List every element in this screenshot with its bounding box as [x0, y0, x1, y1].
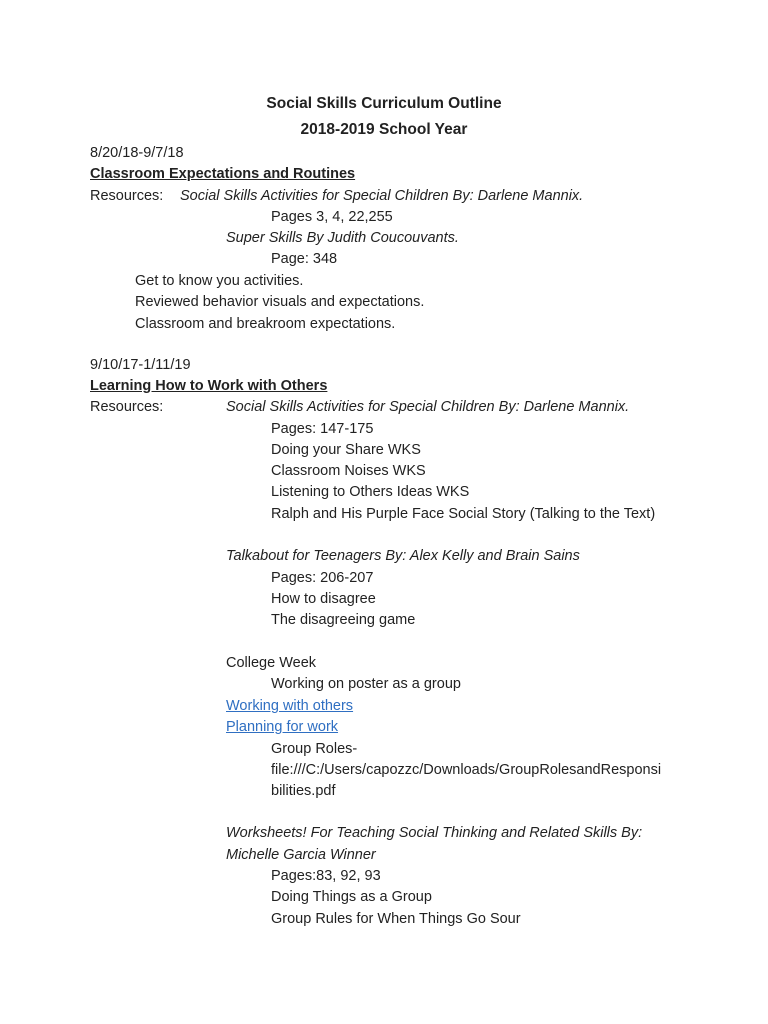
group-roles-line: Group Roles-: [271, 741, 358, 757]
group-roles-line: bilities.pdf: [271, 783, 336, 799]
section1-activity: Reviewed behavior visuals and expectations.: [135, 294, 425, 310]
section2-book3-item: Pages:83, 92, 93: [271, 868, 381, 884]
section2-book2-item: Pages: 206-207: [271, 570, 374, 586]
section1-book2: Super Skills By Judith Coucouvants.: [226, 230, 459, 246]
section2-book1-item: Classroom Noises WKS: [271, 463, 426, 479]
section1-resources-label: Resources:: [90, 188, 164, 204]
section2-book3-item: Doing Things as a Group: [271, 889, 432, 905]
link-planning-for-work[interactable]: Planning for work: [226, 719, 339, 735]
section2-book1-item: Listening to Others Ideas WKS: [271, 484, 470, 500]
document-subtitle: 2018-2019 School Year: [300, 121, 468, 138]
link-working-with-others[interactable]: Working with others: [226, 698, 354, 714]
section2-book3-item: Group Rules for When Things Go Sour: [271, 911, 521, 927]
section1-activity: Get to know you activities.: [135, 273, 304, 289]
section2-resources-label: Resources:: [90, 399, 164, 415]
section2-heading: Learning How to Work with Others: [90, 378, 328, 394]
section1-dates: 8/20/18-9/7/18: [90, 145, 184, 161]
college-week-label: College Week: [226, 655, 317, 671]
section2-book1-item: Doing your Share WKS: [271, 442, 421, 458]
section2-book1-item: Ralph and His Purple Face Social Story (Talking to the Text): [271, 506, 656, 522]
section1-book1-pages: Pages 3, 4, 22,255: [271, 209, 393, 225]
section2-book2-item: The disagreeing game: [271, 612, 416, 628]
college-week-item: Working on poster as a group: [271, 676, 461, 692]
document-title: Social Skills Curriculum Outline: [266, 95, 502, 112]
section2-book3-author: Michelle Garcia Winner: [226, 847, 376, 863]
section2-book3-title: Worksheets! For Teaching Social Thinking and Related Skills By:: [226, 825, 643, 841]
section2-book1-item: Pages: 147-175: [271, 421, 374, 437]
section1-book1: Social Skills Activities for Special Children By: Darlene Mannix.: [180, 188, 584, 204]
section2-book1: Social Skills Activities for Special Children By: Darlene Mannix.: [226, 399, 630, 415]
section1-heading: Classroom Expectations and Routines: [90, 166, 356, 182]
section2-book2: Talkabout for Teenagers By: Alex Kelly and Brain Sains: [226, 548, 580, 564]
section1-book2-pages: Page: 348: [271, 251, 338, 267]
section2-book2-item: How to disagree: [271, 591, 376, 607]
group-roles-line: file:///C:/Users/capozzc/Downloads/GroupRolesandResponsi: [271, 762, 662, 778]
section1-activity: Classroom and breakroom expectations.: [135, 316, 396, 332]
section2-dates: 9/10/17-1/11/19: [90, 357, 191, 373]
